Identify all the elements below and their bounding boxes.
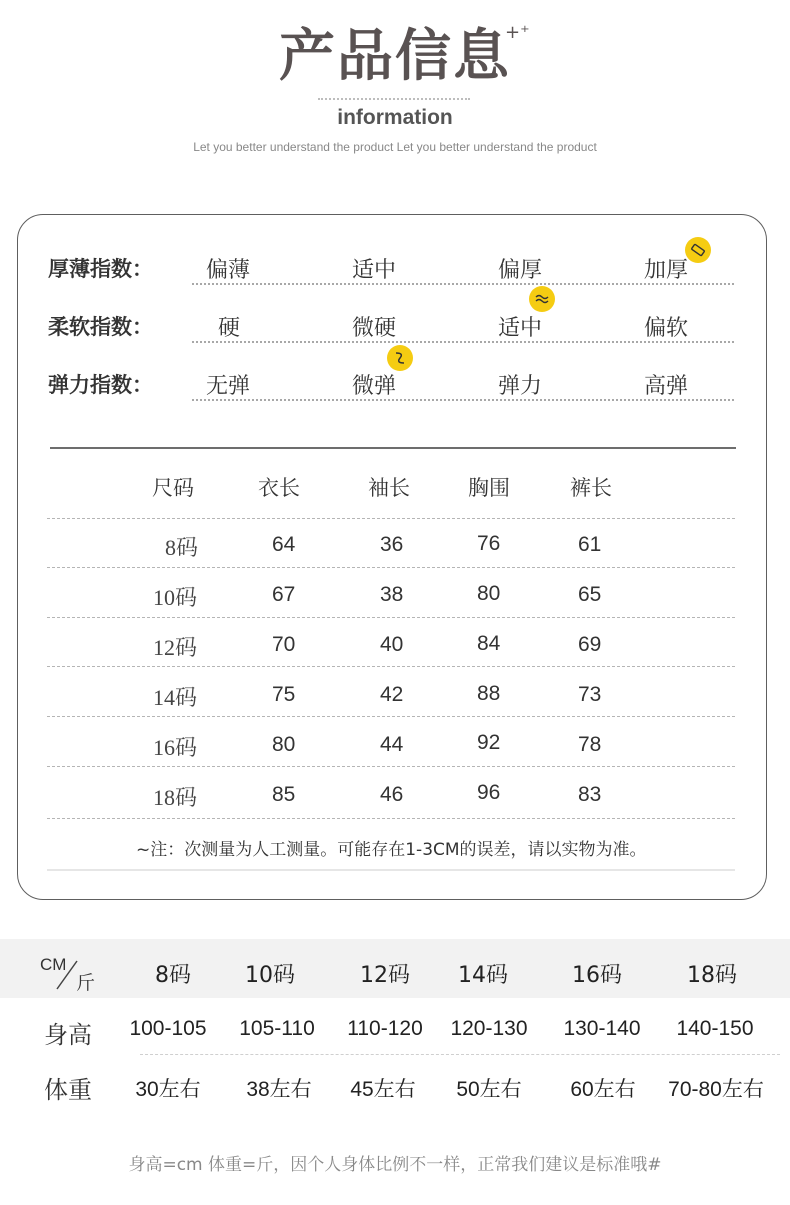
- table-cell: 78: [578, 733, 602, 756]
- dotted-divider: [192, 399, 734, 401]
- column-header: 尺码: [152, 476, 194, 500]
- dotted-divider: [318, 98, 470, 100]
- table-cell: 69: [578, 633, 602, 656]
- table-cell: 42: [380, 683, 404, 706]
- softness-label: 柔软指数：: [48, 315, 153, 339]
- table-cell: 70: [272, 633, 296, 656]
- weight-label: 体重: [44, 1076, 92, 1104]
- table-cell: 14码: [153, 685, 198, 710]
- reference-size: 8码: [155, 963, 191, 988]
- softness-option: 偏软: [644, 316, 689, 341]
- table-cell: 96: [477, 781, 501, 804]
- wave-badge-icon: [529, 286, 555, 312]
- elasticity-label: 弹力指数：: [48, 373, 153, 397]
- ruler-badge-icon: [685, 237, 711, 263]
- height-value: 110-120: [347, 1017, 423, 1040]
- thickness-option: 偏厚: [498, 258, 543, 283]
- table-cell: 84: [477, 632, 501, 655]
- height-label: 身高: [44, 1021, 92, 1049]
- elasticity-option: 微弹: [352, 374, 397, 399]
- tagline: Let you better understand the product Let you better understand the product: [193, 140, 597, 154]
- column-header: 裤长: [570, 476, 612, 500]
- height-value: 130-140: [563, 1017, 641, 1040]
- height-value: 140-150: [676, 1017, 754, 1040]
- row-divider: [140, 1054, 780, 1055]
- dotted-divider: [192, 283, 734, 285]
- table-divider: [47, 518, 735, 519]
- spring-badge-icon: [387, 345, 413, 371]
- table-cell: 40: [380, 633, 404, 656]
- reference-size: 14码: [458, 963, 508, 988]
- table-divider: [47, 818, 735, 819]
- table-cell: 46: [380, 783, 404, 806]
- column-header: 胸围: [468, 476, 510, 500]
- table-divider: [47, 617, 735, 618]
- weight-value: 30左右: [135, 1078, 201, 1101]
- elasticity-option: 弹力: [498, 374, 543, 399]
- softness-option: 硬: [218, 316, 241, 341]
- table-cell: 16码: [153, 735, 198, 760]
- weight-value: 70-80左右: [668, 1078, 764, 1101]
- unit-jin: 斤: [76, 972, 96, 994]
- column-header: 袖长: [368, 476, 410, 500]
- table-cell: 10码: [153, 585, 198, 610]
- table-cell: 80: [477, 582, 501, 605]
- reference-size: 16码: [572, 963, 622, 988]
- table-cell: 92: [477, 731, 501, 754]
- table-cell: 75: [272, 683, 296, 706]
- table-cell: 73: [578, 683, 602, 706]
- table-cell: 83: [578, 783, 602, 806]
- table-divider: [47, 766, 735, 767]
- reference-size: 10码: [245, 963, 295, 988]
- column-header: 衣长: [258, 476, 300, 500]
- height-value: 100-105: [129, 1017, 207, 1040]
- height-value: 120-130: [450, 1017, 528, 1040]
- table-cell: 38: [380, 583, 404, 606]
- table-divider: [47, 716, 735, 717]
- table-cell: 65: [578, 583, 602, 606]
- thickness-label: 厚薄指数：: [48, 257, 153, 281]
- section-divider: [50, 447, 736, 449]
- elasticity-option: 无弹: [206, 374, 251, 399]
- dotted-divider: [192, 341, 734, 343]
- note-divider: [47, 869, 735, 871]
- softness-option: 适中: [498, 316, 543, 341]
- page-title: 产品信息: [279, 24, 511, 89]
- footer-note: 身高=cm 体重=斤，因个人身体比例不一样，正常我们建议是标准哦#: [128, 1155, 662, 1175]
- table-cell: 12码: [153, 635, 198, 660]
- table-cell: 18码: [153, 785, 198, 810]
- table-cell: 88: [477, 682, 501, 705]
- weight-value: 38左右: [246, 1078, 312, 1101]
- weight-value: 50左右: [456, 1078, 522, 1101]
- measurement-note: ~注：次测量为人工测量。可能存在1-3CM的误差，请以实物为准。: [136, 840, 647, 860]
- section-subtitle: information: [337, 106, 453, 129]
- table-cell: 76: [477, 532, 501, 555]
- height-value: 105-110: [239, 1017, 315, 1040]
- table-divider: [47, 567, 735, 568]
- thickness-option: 适中: [352, 258, 397, 283]
- table-cell: 80: [272, 733, 296, 756]
- table-cell: 67: [272, 583, 296, 606]
- table-cell: 85: [272, 783, 296, 806]
- table-divider: [47, 666, 735, 667]
- weight-value: 60左右: [570, 1078, 636, 1101]
- table-cell: 8码: [165, 535, 199, 560]
- elasticity-option: 高弹: [644, 374, 689, 399]
- reference-size: 18码: [687, 963, 737, 988]
- table-cell: 61: [578, 533, 602, 556]
- softness-option: 微硬: [352, 316, 397, 341]
- thickness-option: 偏薄: [206, 258, 251, 283]
- table-cell: 64: [272, 533, 296, 556]
- reference-size: 12码: [360, 963, 410, 988]
- table-cell: 36: [380, 533, 404, 556]
- unit-cm: CM: [40, 955, 67, 974]
- sparkle-icon: +⁺: [505, 22, 530, 43]
- weight-value: 45左右: [350, 1078, 416, 1101]
- thickness-option: 加厚: [644, 258, 689, 283]
- table-cell: 44: [380, 733, 404, 756]
